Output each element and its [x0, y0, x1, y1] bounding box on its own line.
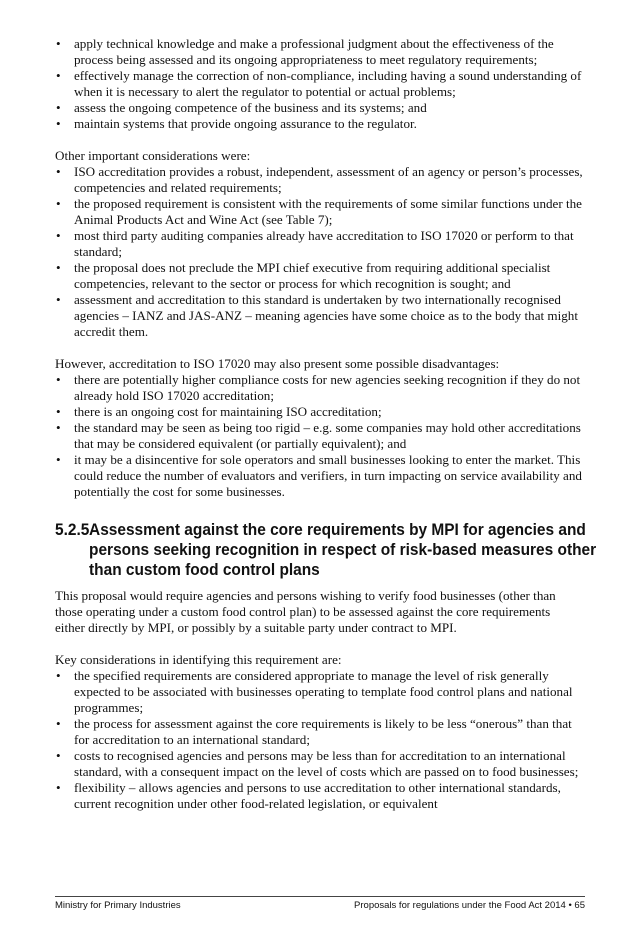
- section-heading: [55, 520, 613, 580]
- page-footer: [55, 896, 585, 911]
- paragraph: Key considerations in identifying this requirement are:: [55, 652, 342, 667]
- page-content: [55, 36, 597, 812]
- list-item: • the proposal does not preclude the MPI chief executive from requiring additional specialist competencies, relevant to the sector or process for which recognition is sought; and: [55, 260, 583, 292]
- bullet-list-key-considerations: [55, 668, 583, 812]
- list-item: • apply technical knowledge and make a professional judgment about the effectiveness of the process being assessed and its ongoing appropriateness to meet regulatory requirements;: [55, 36, 583, 68]
- list-item: • the standard may be seen as being too rigid – e.g. some companies may hold other accreditations that may be considered equivalent (or partially equivalent); and: [55, 420, 583, 452]
- list-item: • the process for assessment against the core requirements is likely to be less “onerous” than that for accreditation to an international standard;: [55, 716, 583, 748]
- bullet-list-disadvantages: [55, 372, 583, 500]
- paragraph: However, accreditation to ISO 17020 may also present some possible disadvantages:: [55, 356, 500, 371]
- list-item: • most third party auditing companies already have accreditation to ISO 17020 or perform to that standard;: [55, 228, 583, 260]
- list-item: • effectively manage the correction of non-compliance, including having a sound understanding of when it is necessary to alert the regulator to potential or actual problems;: [55, 68, 583, 100]
- list-item: • maintain systems that provide ongoing assurance to the regulator.: [55, 116, 583, 132]
- footer-organisation: Ministry for Primary Industries: [55, 900, 181, 911]
- bullet-list-considerations: [55, 164, 583, 340]
- paragraph: Other important considerations were:: [55, 148, 251, 163]
- bullet-list-competencies: [55, 36, 583, 132]
- paragraph: This proposal would require agencies and persons wishing to verify food businesses (other than those operating under a custom food control plan) to be assessed against the core requirements either directly by MPI, or possibly by a suitable party under contract to MPI.: [55, 588, 556, 635]
- list-item: • flexibility – allows agencies and persons to use accreditation to other international standards, current recognition under other food-related legislation, or equivalent: [55, 780, 583, 812]
- list-item: • ISO accreditation provides a robust, independent, assessment of an agency or person’s processes, competencies and related requirements;: [55, 164, 583, 196]
- list-item: • costs to recognised agencies and persons may be less than for accreditation to an international standard, with a consequent impact on the level of costs which are passed on to food businesses;: [55, 748, 583, 780]
- list-item: • it may be a disincentive for sole operators and small businesses looking to enter the market. This could reduce the number of evaluators and verifiers, in turn impacting on service availability and potentially the cost for some businesses.: [55, 452, 583, 500]
- list-item: • the proposed requirement is consistent with the requirements of some similar functions under the Animal Products Act and Wine Act (see Table 7);: [55, 196, 583, 228]
- list-item: • assess the ongoing competence of the business and its systems; and: [55, 100, 583, 116]
- section-number: 5.2.5: [55, 520, 90, 539]
- list-item: • assessment and accreditation to this standard is undertaken by two internationally recognised agencies – IANZ and JAS-ANZ – meaning agencies have some choice as to the body that might accredit them.: [55, 292, 583, 340]
- list-item: • the specified requirements are considered appropriate to manage the level of risk generally expected to be associated with businesses operating to template food control plans and national programmes;: [55, 668, 583, 716]
- list-item: • there are potentially higher compliance costs for new agencies seeking recognition if they do not already hold ISO 17020 accreditation;: [55, 372, 583, 404]
- list-item: • there is an ongoing cost for maintaining ISO accreditation;: [55, 404, 583, 420]
- footer-title-page-number: Proposals for regulations under the Food Act 2014 • 65: [354, 900, 585, 911]
- section-title: Assessment against the core requirements by MPI for agencies and persons seeking recognition in respect of risk-based measures other than custom food control plans: [89, 520, 597, 579]
